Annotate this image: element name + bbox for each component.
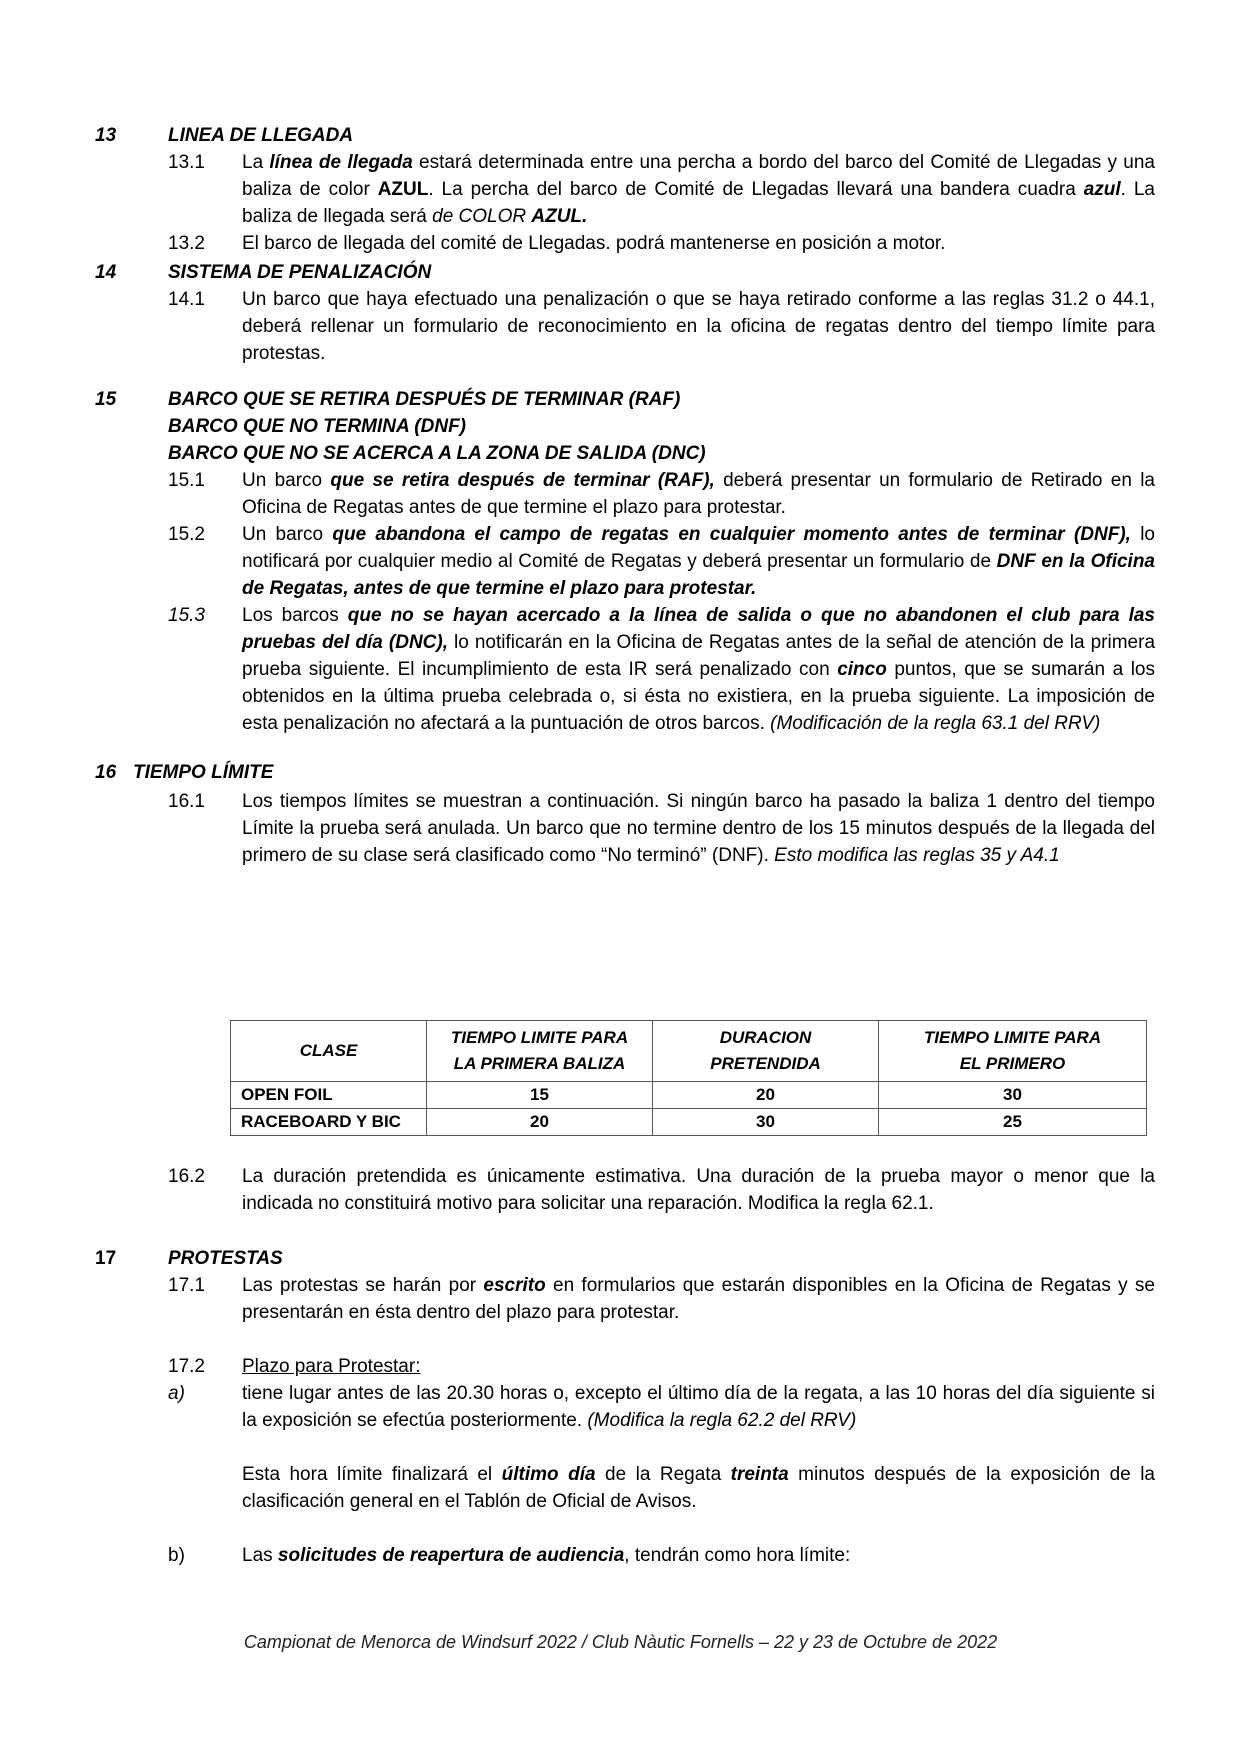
- clause-text: puntos, que se sumarán a los obtenidos en la última prueba celebrada o, si ésta no existiera, en la prueba siguiente. La imposición de esta penalización no afectará a la puntuación de otros barcos.: [242, 659, 1155, 734]
- clause-emphasis: que no se hayan acercado a la línea de salida o que no abandonen el club para las pruebas del día (DNC),: [242, 605, 1155, 653]
- clause-13-2: [168, 230, 1155, 257]
- section-title: BARCO QUE NO TERMINA (DNF): [168, 416, 466, 437]
- section-14: [95, 259, 1155, 367]
- clause-italic: Esto modifica las reglas 35 y A4.1: [774, 845, 1060, 866]
- clause-17-2: [168, 1353, 1155, 1380]
- clause-text: minutos después de la exposición de la clasificación general en el Tablón de Oficial de Avisos.: [242, 1464, 1155, 1512]
- section-title: PROTESTAS: [168, 1248, 283, 1269]
- section-title: BARCO QUE NO SE ACERCA A LA ZONA DE SALIDA (DNC): [168, 443, 706, 464]
- header-primero: TIEMPO LIMITE PARA EL PRIMERO: [879, 1021, 1147, 1082]
- section-number: 13: [95, 125, 117, 146]
- clause-emphasis: azul: [1083, 179, 1121, 200]
- clause-number: 16.2: [168, 1166, 205, 1187]
- section-heading: [95, 759, 1155, 786]
- clause-text: . La percha del barco de Comité de Llegadas llevará una bandera cuadra: [428, 179, 1084, 200]
- clause-text: Un barco: [242, 524, 333, 545]
- section-title: SISTEMA DE PENALIZACIÓN: [168, 262, 432, 283]
- section-13: [95, 122, 1155, 257]
- clause-text: en formularios que estarán disponibles en la Oficina de Regatas y se presentarán en ésta dentro del plazo para protestar.: [242, 1275, 1155, 1323]
- clause-13-1: [168, 149, 1155, 230]
- clause-17-2-b: [168, 1542, 1155, 1569]
- clause-emphasis: último día: [501, 1464, 596, 1485]
- clause-text: Los tiempos límites se muestran a continuación. Si ningún barco ha pasado la baliza 1 dentro del tiempo Límite la prueba será anulada. Un barco que no termine dentro de los 15 minutos después de la llegada del primero de su clase será clasificado como “No terminó” (DNF).: [242, 791, 1155, 866]
- clause-italic: (Modificación de la regla 63.1 del RRV): [770, 713, 1101, 734]
- clause-text: Esta hora límite finalizará el: [242, 1464, 502, 1485]
- clause-number: 17.2: [168, 1356, 205, 1377]
- clause-17-1: [168, 1272, 1155, 1326]
- section-heading: [95, 386, 1155, 413]
- header-primera-baliza: TIEMPO LIMITE PARA LA PRIMERA BALIZA: [427, 1021, 653, 1082]
- clause-text: La duración pretendida es únicamente estimativa. Una duración de la prueba mayor o menor que la indicada no constituirá motivo para solicitar una reparación. Modifica la regla 62.1.: [242, 1166, 1155, 1214]
- clause-text: Un barco: [242, 470, 331, 491]
- clause-text: lo notificará por cualquier medio al Comité de Regatas y deberá presentar un formulario de: [242, 524, 1155, 572]
- clause-italic: de COLOR: [432, 206, 532, 227]
- clause-15-2: [168, 521, 1155, 602]
- clause-text: El barco de llegada del comité de Llegadas. podrá mantenerse en posición a motor.: [242, 233, 946, 254]
- cell-primero: 30: [879, 1082, 1147, 1109]
- cell-clase: OPEN FOIL: [231, 1082, 427, 1109]
- section-heading: [95, 259, 1155, 286]
- clause-emphasis: AZUL.: [531, 206, 588, 227]
- clause-number: 13.1: [168, 152, 205, 173]
- clause-emphasis: solicitudes de reapertura de audiencia: [277, 1545, 625, 1566]
- time-limits-table: [230, 1020, 1147, 1136]
- section-16: [95, 759, 1155, 869]
- section-number: 15: [95, 389, 117, 410]
- clause-number: 15.2: [168, 524, 205, 545]
- clause-text: lo notificarán en la Oficina de Regatas antes de la señal de atención de la primera prueba siguiente. El incumplimiento de esta IR será penalizado con: [242, 632, 1156, 680]
- table-row: [231, 1082, 1147, 1109]
- clause-16-2: [168, 1163, 1155, 1217]
- clause-text: Los barcos: [242, 605, 348, 626]
- clause-15-3: [168, 602, 1155, 737]
- clause-text: tiene lugar antes de las 20.30 horas o, excepto el último día de la regata, a las 10 horas del día siguiente si la exposición se efectúa posteriormente.: [242, 1383, 1155, 1431]
- clause-text: Las protestas se harán por: [242, 1275, 484, 1296]
- clause-number: 13.2: [168, 233, 205, 254]
- clause-emphasis: línea de llegada: [269, 152, 413, 173]
- clause-14-1: [168, 286, 1155, 367]
- clause-emphasis: cinco: [837, 659, 887, 680]
- table-header-row: [231, 1021, 1147, 1082]
- clause-text: La: [242, 152, 270, 173]
- header-clase: CLASE: [231, 1021, 427, 1082]
- clause-subheading: Plazo para Protestar:: [242, 1356, 421, 1377]
- section-17: [95, 1245, 1155, 1569]
- cell-duracion: 20: [653, 1082, 879, 1109]
- cell-clase: RACEBOARD Y BIC: [231, 1109, 427, 1136]
- header-duracion: DURACION PRETENDIDA: [653, 1021, 879, 1082]
- section-number: 16: [95, 762, 117, 783]
- table-row: [231, 1109, 1147, 1136]
- clause-letter: a): [168, 1383, 185, 1404]
- clause-number: 16.1: [168, 791, 205, 812]
- clause-16-1: [168, 788, 1155, 869]
- clause-italic: (Modifica la regla 62.2 del RRV): [587, 1410, 857, 1431]
- section-title: TIEMPO LÍMITE: [133, 762, 274, 783]
- section-number: 17: [95, 1248, 117, 1269]
- cell-duracion: 30: [653, 1109, 879, 1136]
- clause-letter: b): [168, 1545, 185, 1566]
- cell-primero: 25: [879, 1109, 1147, 1136]
- section-heading: [95, 1245, 1155, 1272]
- clause-17-2-a-note: [168, 1461, 1155, 1515]
- clause-text: estará determinada entre una percha a bordo del barco del Comité de Llegadas y una baliza de color: [242, 152, 1155, 200]
- section-heading-line: [95, 413, 1155, 440]
- clause-emphasis: que abandona el campo de regatas en cualquier momento antes de terminar (DNF),: [332, 524, 1131, 545]
- clause-text: de la Regata: [595, 1464, 731, 1485]
- clause-emphasis: DNF en la Oficina de Regatas, antes de que termine el plazo para protestar.: [242, 551, 1155, 599]
- clause-number: 15.3: [168, 605, 205, 626]
- clause-text: Las: [242, 1545, 278, 1566]
- cell-primera-baliza: 15: [427, 1082, 653, 1109]
- clause-text: deberá presentar un formulario de Retirado en la Oficina de Regatas antes de que termine el plazo para protestar.: [242, 470, 1155, 518]
- clause-emphasis: AZUL: [377, 179, 429, 200]
- section-heading-line: [95, 440, 1155, 467]
- clause-text: Un barco que haya efectuado una penalización o que se haya retirado conforme a las reglas 31.2 o 44.1, deberá rellenar un formulario de reconocimiento en la oficina de regatas dentro del tiempo límite para protestas.: [242, 289, 1155, 364]
- clause-emphasis: treinta: [730, 1464, 789, 1485]
- section-title: BARCO QUE SE RETIRA DESPUÉS DE TERMINAR (RAF): [168, 389, 681, 410]
- section-title: LINEA DE LLEGADA: [168, 125, 354, 146]
- clause-emphasis: escrito: [483, 1275, 546, 1296]
- clause-emphasis: que se retira después de terminar (RAF),: [330, 470, 715, 491]
- clause-number: 14.1: [168, 289, 205, 310]
- clause-15-1: [168, 467, 1155, 521]
- clause-number: 15.1: [168, 470, 205, 491]
- section-15: [95, 386, 1155, 737]
- clause-17-2-a: [168, 1380, 1155, 1434]
- section-heading: [95, 122, 1155, 149]
- section-16-cont: [95, 1163, 1155, 1217]
- page-footer: Campionat de Menorca de Windsurf 2022 / Club Nàutic Fornells – 22 y 23 de Octubre de 2022: [243, 1632, 998, 1652]
- clause-text: , tendrán como hora límite:: [624, 1545, 851, 1566]
- cell-primera-baliza: 20: [427, 1109, 653, 1136]
- section-number: 14: [95, 262, 117, 283]
- clause-number: 17.1: [168, 1275, 205, 1296]
- clause-text: . La baliza de llegada será: [242, 179, 1155, 227]
